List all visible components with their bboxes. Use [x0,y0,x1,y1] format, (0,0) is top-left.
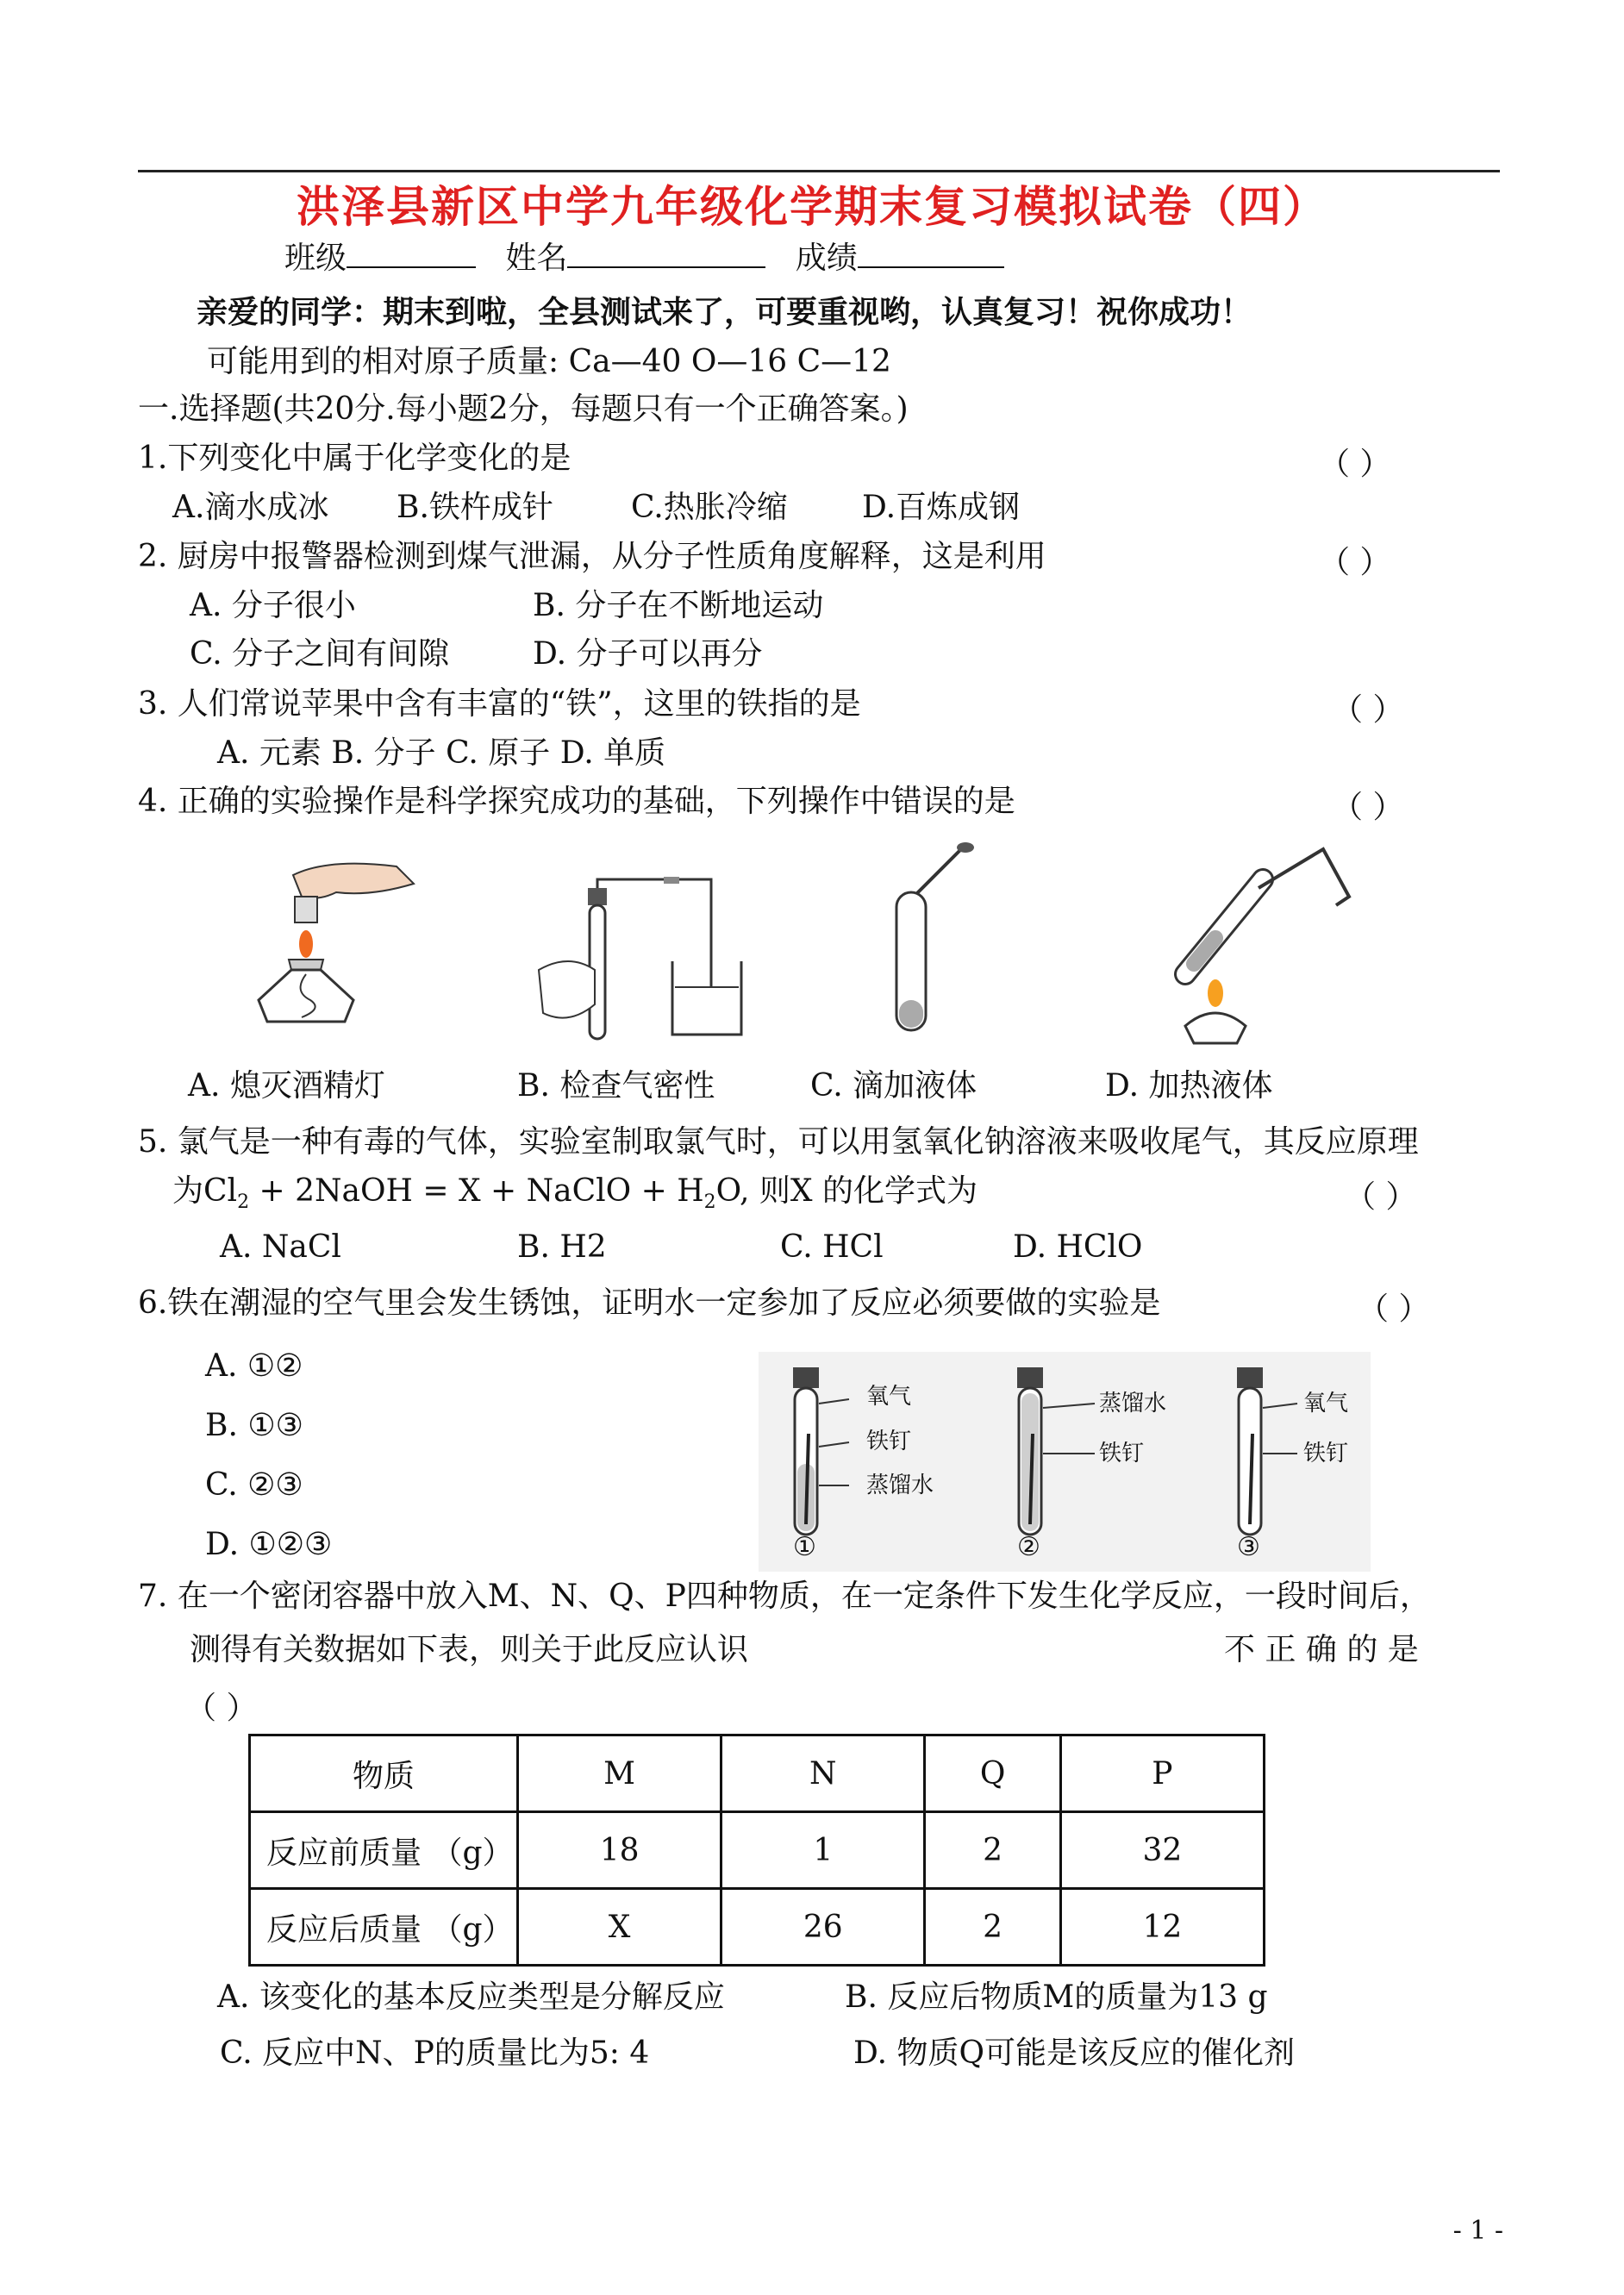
tube3-label-oxygen: 氧气 [1303,1391,1349,1416]
score-blank[interactable] [858,241,1004,268]
table-cell: 反应后质量 （g） [250,1889,518,1966]
alcohol-lamp-extinguish-image [241,849,422,1043]
q5-equation-part2: + 2NaOH = X + NaClO + H [249,1173,704,1209]
q5-stem-line1: 5. 氯气是一种有毒的气体，实验室制取氯气时，可以用氢氧化钠溶液来吸收尾气，其反应原理 [138,1124,1419,1160]
q7-emphasis: 不 正 确 的 是 [1224,1632,1419,1667]
tube1-label-water: 蒸馏水 [866,1473,934,1498]
q5-equation-part3: O, 则X 的化学式为 [715,1173,978,1209]
q1-option-b: B.铁杵成针 [397,490,553,525]
q4-option-b: B. 检查气密性 [517,1068,715,1104]
q5-equation-part1: 为Cl [172,1173,238,1209]
q5-option-b: B. H2 [517,1229,607,1265]
section-heading: 一.选择题(共20分.每小题2分，每题只有一个正确答案。) [138,391,909,427]
q6-option-b: B. ①③ [205,1408,303,1443]
table-row [250,1812,1265,1889]
table-cell: 反应前质量 （g） [250,1812,518,1889]
q1-answer-paren[interactable]: （ ） [1319,447,1391,482]
q7-option-d: D. 物质Q可能是该反应的催化剂 [853,2035,1295,2071]
tube3-number: ③ [1237,1532,1260,1562]
table-cell: 12 [1060,1889,1264,1966]
table-cell: 1 [721,1812,925,1889]
q3-options: A. 元素 B. 分子 C. 原子 D. 单质 [217,735,666,771]
page-number: - 1 - [1452,2216,1503,2246]
q1-option-a: A.滴水成冰 [172,490,329,525]
table-cell: 2 [925,1889,1060,1966]
q6-option-d: D. ①②③ [205,1527,333,1562]
table-cell: 32 [1060,1812,1264,1889]
q2-stem: 2. 厨房中报警器检测到煤气泄漏，从分子性质角度解释，这是利用 [138,539,1046,574]
q2-option-d: D. 分子可以再分 [533,636,763,672]
greeting: 亲爱的同学：期末到啦，全县测试来了，可要重视哟，认真复习！祝你成功！ [197,294,1252,330]
table-header-cell: M [518,1735,721,1812]
mass-data-table [248,1734,1265,1967]
table-header-cell: Q [925,1735,1060,1812]
q6-option-c: C. ②③ [205,1467,303,1503]
table-header-row [250,1735,1265,1812]
class-label: 班级 [284,241,347,276]
q7-answer-paren[interactable]: （ ） [185,1691,258,1726]
q2-option-b: B. 分子在不断地运动 [533,588,824,623]
table-cell: 26 [721,1889,925,1966]
class-blank[interactable] [347,241,476,268]
q5-subscript-h: 2 [703,1191,716,1214]
atomic-masses: 可能用到的相对原子质量: Ca—40 O—16 C—12 [207,344,891,379]
test-tubes-drawing [759,1352,1371,1572]
q6-answer-paren[interactable]: （ ） [1358,1291,1430,1327]
table-row [250,1889,1265,1966]
q2-answer-paren[interactable]: （ ） [1319,545,1391,580]
q7-option-b: B. 反应后物质M的质量为13 g [845,1979,1268,2015]
q7-option-c: C. 反应中N、P的质量比为5: 4 [220,2035,650,2071]
table-cell: 18 [518,1812,721,1889]
q6-stem: 6.铁在潮湿的空气里会发生锈蚀，证明水一定参加了反应必须要做的实验是 [138,1285,1161,1321]
table-cell: 2 [925,1812,1060,1889]
q4-option-a: A. 熄灭酒精灯 [188,1068,385,1104]
heating-liquid-image [1151,845,1366,1047]
dropper-image [879,841,983,1039]
tube2-label-water: 蒸馏水 [1099,1391,1167,1416]
q1-stem: 1.下列变化中属于化学变化的是 [138,441,572,476]
airtight-check-image [534,875,750,1047]
q5-option-c: C. HCl [780,1229,884,1265]
q3-stem: 3. 人们常说苹果中含有丰富的“铁”，这里的铁指的是 [138,686,861,722]
tube2-label-nail: 铁钉 [1099,1441,1145,1466]
q4-stem: 4. 正确的实验操作是科学探究成功的基础，下列操作中错误的是 [138,784,1015,819]
table-header-cell: N [721,1735,925,1812]
page-title: 洪泽县新区中学九年级化学期末复习模拟试卷（四） [297,181,1327,232]
tube1-label-nail: 铁钉 [866,1429,912,1454]
q5-answer-paren[interactable]: （ ） [1345,1179,1417,1215]
q6-option-a: A. ①② [205,1348,303,1384]
q4-answer-paren[interactable]: （ ） [1332,790,1404,825]
q5-option-a: A. NaCl [220,1229,341,1265]
q1-option-d: D.百炼成钢 [862,490,1021,525]
q7-stem-line2: 测得有关数据如下表，则关于此反应认识 [190,1632,749,1667]
tube1-label-oxygen: 氧气 [866,1384,912,1410]
score-label: 成绩 [795,241,858,276]
q1-option-c: C.热胀冷缩 [631,490,788,525]
rust-experiment-figure [759,1352,1371,1572]
q4-option-c: C. 滴加液体 [810,1068,978,1104]
name-blank[interactable] [567,241,765,268]
tube3-label-nail: 铁钉 [1303,1441,1349,1466]
student-info [284,240,1004,278]
q3-answer-paren[interactable]: （ ） [1332,692,1404,728]
q2-option-c: C. 分子之间有间隙 [190,636,450,672]
q5-stem-line2 [172,1173,978,1222]
q7-stem-line1: 7. 在一个密闭容器中放入M、N、Q、P四种物质，在一定条件下发生化学反应，一段时间后， [138,1579,1431,1614]
q4-option-d: D. 加热液体 [1105,1068,1273,1104]
q7-option-a: A. 该变化的基本反应类型是分解反应 [217,1979,725,2015]
table-header-cell: P [1060,1735,1264,1812]
q5-option-d: D. HClO [1013,1229,1143,1265]
tube1-number: ① [793,1532,816,1562]
tube2-number: ② [1017,1532,1040,1562]
q2-option-a: A. 分子很小 [190,588,356,623]
q5-subscript-cl: 2 [237,1191,250,1214]
table-header-cell: 物质 [250,1735,518,1812]
table-cell: X [518,1889,721,1966]
name-label: 姓名 [505,241,568,276]
